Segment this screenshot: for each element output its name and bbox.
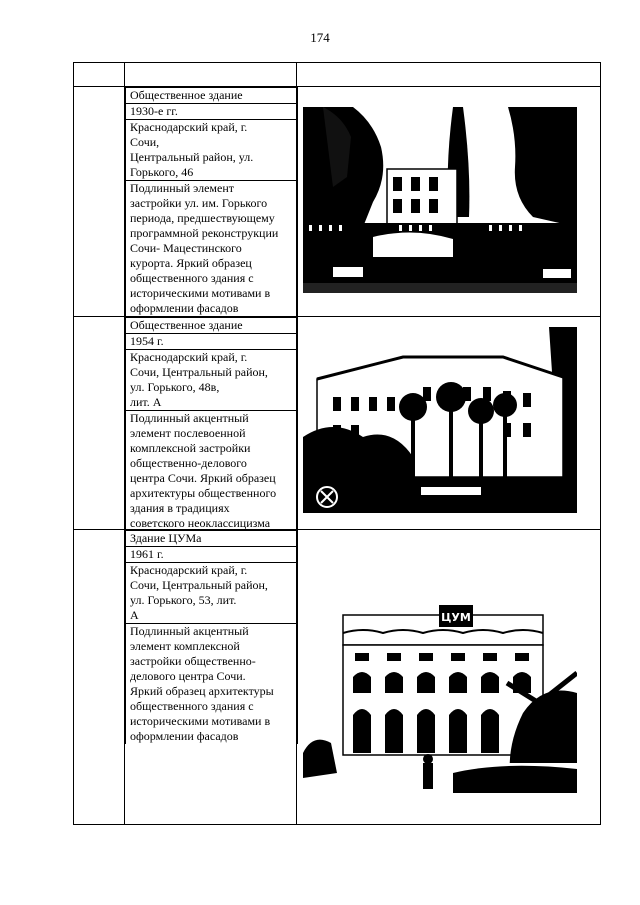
entry-3-details	[125, 531, 298, 744]
entry-2-description: Подлинный акцентный элемент послевоенной комплексной застройки общественно-делового центра Сочи. Яркий образец архитектуры общественного здания в традициях советского неоклассицизма	[125, 410, 298, 531]
entry-1-description: Подлинный элемент застройки ул. им. Горького периода, предшествующему программной реконструкции Сочи- Мацестинского курорта. Яркий образец общественного здания с историческими мотивами в оформлении фасадов	[125, 180, 298, 316]
building-photo-1	[303, 107, 577, 293]
entry-2-date: 1954 г.	[125, 333, 298, 350]
building-photo-3	[303, 603, 577, 793]
tsum-sign: ЦУМ	[441, 611, 471, 624]
entry-2-address: Краснодарский край, г. Сочи, Центральный район, ул. Горького, 48в, лит. А	[125, 349, 298, 411]
entry-2-name: Общественное здание	[125, 317, 298, 334]
entry-2-details	[125, 318, 298, 531]
entry-1-name: Общественное здание	[125, 87, 298, 104]
building-photo-2	[303, 327, 577, 513]
entry-3-address: Краснодарский край, г. Сочи, Центральный район, ул. Горького, 53, лит. А	[125, 562, 298, 624]
heritage-table	[73, 62, 601, 825]
entry-1-details	[125, 88, 298, 316]
entry-3-date: 1961 г.	[125, 546, 298, 563]
entry-3-description: Подлинный акцентный элемент комплексной застройки общественно- делового центра Сочи. Яркий образец архитектуры общественного здания с историческими мотивами в оформлении фасадов	[125, 623, 298, 744]
entry-1-address: Краснодарский край, г. Сочи, Центральный район, ул. Горького, 46	[125, 119, 298, 181]
page-number: 174	[310, 30, 330, 45]
entry-3-name: Здание ЦУМа	[125, 530, 298, 547]
entry-1-date: 1930-е гг.	[125, 103, 298, 120]
